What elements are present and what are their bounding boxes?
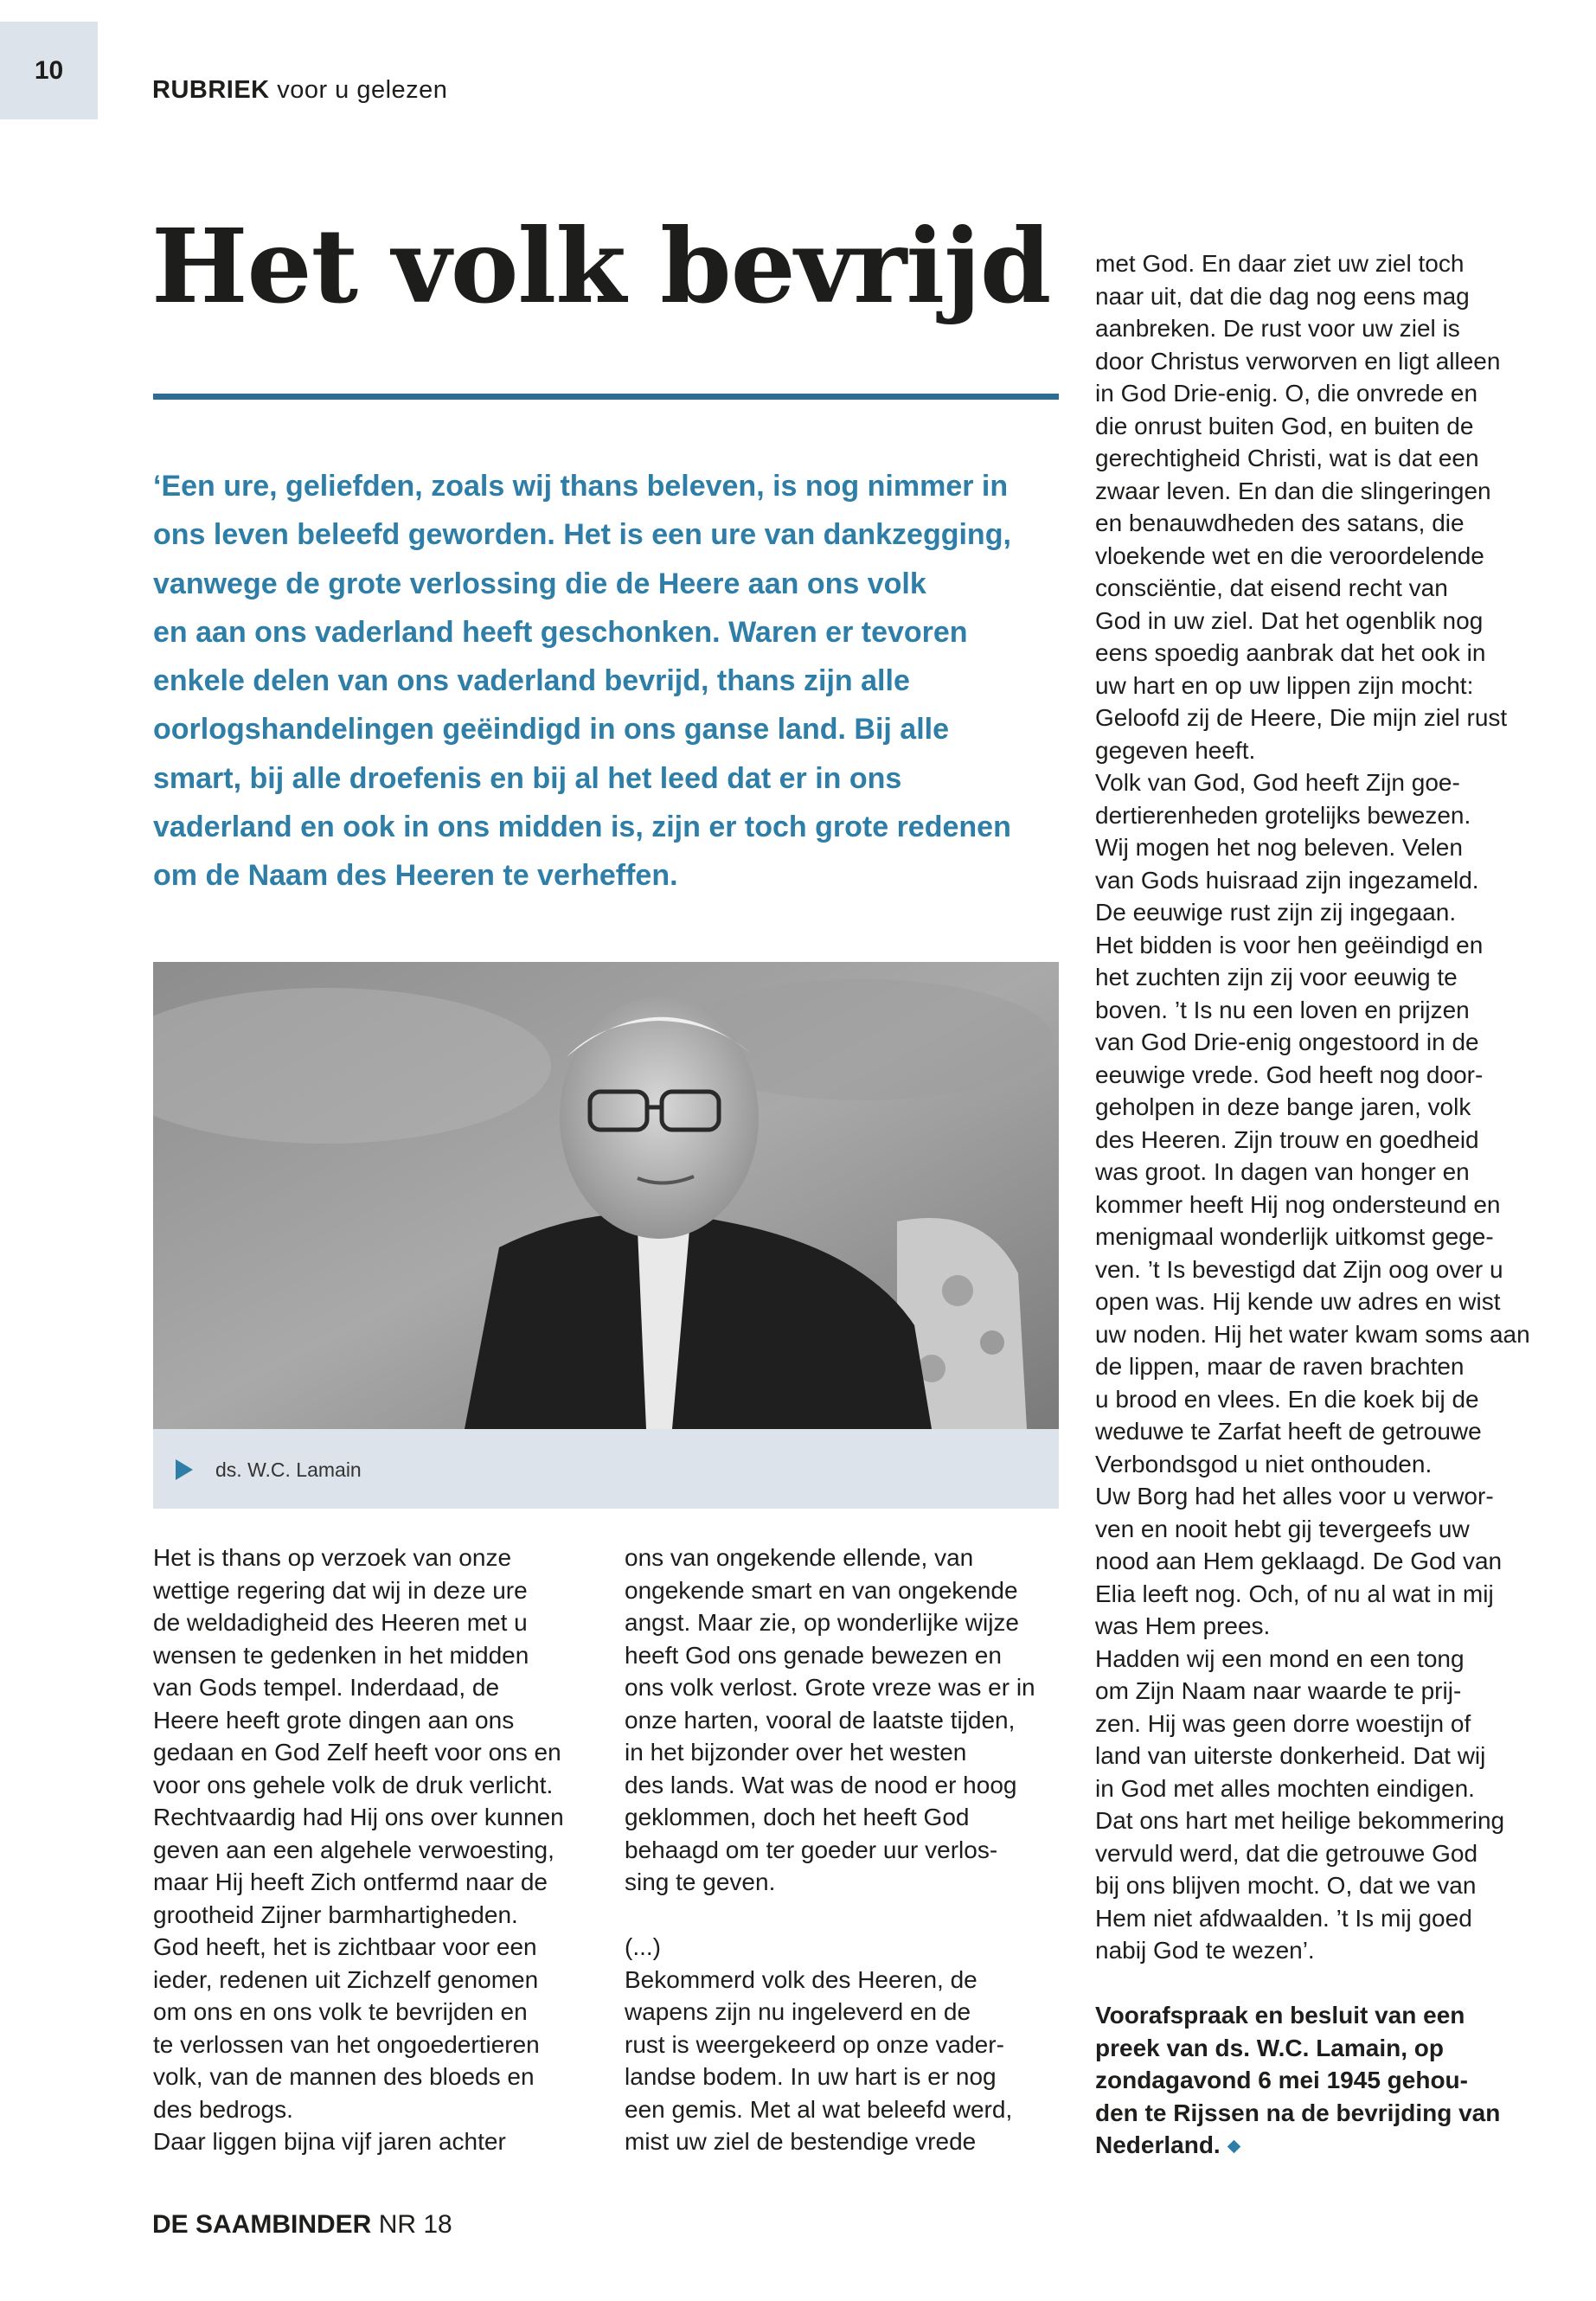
caption-arrow-icon [176, 1459, 193, 1480]
subsection-label: voor u gelezen [277, 76, 448, 104]
intro-line: oorlogshandelingen geëindigd in ons ganse land. Bij alle [153, 713, 949, 747]
body-line: Heere heeft grote dingen aan ons [153, 1706, 515, 1734]
body-line: Dat ons hart met heilige bekommering [1095, 1807, 1505, 1834]
body-line: grootheid Zijner barmhartigheden. [153, 1900, 518, 1928]
body-line: Uw Borg had het alles voor u verwor- [1095, 1483, 1494, 1509]
intro-quote [153, 462, 1070, 901]
body-line: maar Hij heeft Zich ontfermd naar de [153, 1868, 548, 1895]
body-line: weduwe te Zarfat heeft de getrouwe [1095, 1418, 1482, 1445]
body-line: was Hem prees. [1095, 1612, 1271, 1639]
intro-line: ons leven beleefd geworden. Het is een ure van dankzegging, [153, 518, 1011, 552]
body-line: Geloofd zij de Heere, Die mijn ziel rust [1095, 704, 1508, 731]
body-line: landse bodem. In uw hart is er nog [625, 2063, 997, 2090]
body-line: nood aan Hem geklaagd. De God van [1095, 1548, 1503, 1574]
body-line: zwaar leven. En dan die slingeringen [1095, 477, 1491, 504]
body-line: wettige regering dat wij in deze ure [153, 1576, 528, 1604]
body-line: in het bijzonder over het westen [625, 1739, 967, 1766]
closing-line: Nederland. [1095, 2131, 1221, 2158]
body-line: des bedrogs. [153, 2095, 293, 2123]
body-line: ons volk verlost. Grote vreze was er in [625, 1674, 1035, 1701]
body-line: gerechtigheid Christi, wat is dat een [1095, 445, 1479, 471]
body-line: zen. Hij was geen dorre woestijn of [1095, 1709, 1471, 1737]
end-diamond-icon [1227, 2140, 1240, 2154]
issue-number: NR 18 [378, 2210, 452, 2239]
closing-line: zondagavond 6 mei 1945 gehou- [1095, 2067, 1468, 2093]
body-line: een gemis. Met al wat beleefd werd, [625, 2095, 1013, 2123]
body-line: Elia leeft nog. Och, of nu al wat in mij [1095, 1580, 1494, 1607]
body-line: geven aan een algehele verwoesting, [153, 1836, 554, 1863]
body-line: (...) [625, 1933, 661, 1960]
body-line: volk, van de mannen des bloeds en [153, 2063, 535, 2090]
body-line: van Gods tempel. Inderdaad, de [153, 1674, 500, 1701]
body-line: onze harten, vooral de laatste tijden, [625, 1706, 1016, 1734]
intro-line: smart, bij alle droefenis en bij al het leed dat er in ons [153, 761, 902, 795]
body-line: met God. En daar ziet uw ziel toch [1095, 250, 1465, 277]
body-line: Bekommerd volk des Heeren, de [625, 1965, 977, 1993]
closing-line: Voorafspraak en besluit van een [1095, 2002, 1465, 2029]
body-line: ieder, redenen uit Zichzelf genomen [153, 1965, 539, 1993]
body-line: God heeft, het is zichtbaar voor een [153, 1933, 537, 1960]
body-line: Het is thans op verzoek van onze [153, 1544, 512, 1571]
intro-line: vaderland en ook in ons midden is, zijn er toch grote redenen [153, 811, 1011, 844]
closing-last-line [1095, 2129, 1530, 2162]
footer [152, 2210, 452, 2240]
body-line: bij ons blijven mocht. O, dat we van [1095, 1872, 1477, 1899]
body-column-1 [153, 1541, 564, 2158]
body-line: uw noden. Hij het water kwam soms aan [1095, 1320, 1530, 1348]
body-line: aanbreken. De rust voor uw ziel is [1095, 315, 1460, 342]
body-line: was groot. In dagen van honger en [1095, 1158, 1470, 1185]
title-divider [153, 394, 1059, 400]
intro-line: en aan ons vaderland heeft geschonken. Waren er tevoren [153, 615, 968, 649]
body-line: Wij mogen het nog beleven. Velen [1095, 834, 1463, 861]
body-line: Hem niet afdwaalden. ’t Is mij goed [1095, 1904, 1472, 1932]
section-header [152, 76, 447, 105]
body-line: geklommen, doch het heeft God [625, 1804, 970, 1830]
body-line: des lands. Wat was de nood er hoog [625, 1771, 1017, 1798]
body-line: geholpen in deze bange jaren, volk [1095, 1093, 1471, 1120]
body-line: Volk van God, God heeft Zijn goe- [1095, 769, 1460, 796]
body-line: wapens zijn nu ingeleverd en de [625, 1998, 971, 2025]
body-line: van Gods huisraad zijn ingezameld. [1095, 866, 1479, 894]
body-line: u brood en vlees. En die koek bij de [1095, 1385, 1479, 1413]
body-line: Hadden wij een mond en een tong [1095, 1644, 1465, 1672]
body-line: nabij God te wezen’. [1095, 1937, 1315, 1964]
body-line: des Heeren. Zijn trouw en goedheid [1095, 1125, 1479, 1153]
body-line: ongekende smart en van ongekende [625, 1576, 1018, 1604]
body-line: voor ons gehele volk de druk verlicht. [153, 1771, 554, 1798]
body-line: angst. Maar zie, op wonderlijke wijze [625, 1609, 1019, 1636]
body-line: Verbondsgod u niet onthouden. [1095, 1450, 1433, 1477]
body-line: in God met alles mochten eindigen. [1095, 1774, 1475, 1802]
body-column-3 [1095, 247, 1530, 2162]
body-line: consciëntie, dat eisend recht van [1095, 574, 1448, 601]
body-line: De eeuwige rust zijn zij ingegaan. [1095, 899, 1457, 926]
closing-line: preek van ds. W.C. Lamain, op [1095, 2034, 1444, 2061]
page-number: 10 [34, 55, 64, 85]
body-line: heeft God ons genade bewezen en [625, 1641, 1002, 1669]
portrait-photo [153, 962, 1059, 1429]
body-line: in God Drie-enig. O, die onvrede en [1095, 380, 1478, 407]
body-line: kommer heeft Hij nog ondersteund en [1095, 1190, 1501, 1218]
body-line: uw hart en op uw lippen zijn mocht: [1095, 671, 1474, 699]
intro-line: vanwege de grote verlossing die de Heere aan ons volk [153, 567, 926, 600]
body-line: wensen te gedenken in het midden [153, 1641, 529, 1669]
intro-line: ‘Een ure, geliefden, zoals wij thans beleven, is nog nimmer in [153, 470, 1009, 503]
body-line: God in uw ziel. Dat het ogenblik nog [1095, 606, 1484, 634]
photo-caption-bar [153, 1429, 1059, 1509]
body-line: behaagd om ter goeder uur verlos- [625, 1836, 998, 1863]
page-number-box [0, 22, 98, 119]
closing-line: den te Rijssen na de bevrijding van [1095, 2099, 1501, 2126]
body-line: menigmaal wonderlijk uitkomst gege- [1095, 1223, 1494, 1250]
body-line: ven. ’t Is bevestigd dat Zijn oog over u [1095, 1255, 1503, 1283]
body-line: vervuld werd, dat die getrouwe God [1095, 1839, 1478, 1867]
body-line: eeuwige vrede. God heeft nog door- [1095, 1061, 1484, 1088]
body-line: van God Drie-enig ongestoord in de [1095, 1029, 1479, 1055]
body-line: land van uiterste donkerheid. Dat wij [1095, 1742, 1486, 1769]
body-line: Het bidden is voor hen geëindigd en [1095, 931, 1484, 958]
section-label: RUBRIEK [152, 76, 270, 104]
body-line: het zuchten zijn zij voor eeuwig te [1095, 964, 1458, 990]
body-line: mist uw ziel de bestendige vrede [625, 2128, 977, 2155]
body-line: eens spoedig aanbrak dat het ook in [1095, 639, 1486, 666]
body-line: Daar liggen bijna vijf jaren achter [153, 2128, 506, 2155]
body-line: gedaan en God Zelf heeft voor ons en [153, 1739, 561, 1766]
article-title: Het volk bevrijd [151, 206, 1051, 326]
body-line: gegeven heeft. [1095, 736, 1256, 764]
body-line: door Christus verworven en ligt alleen [1095, 347, 1501, 375]
body-line: om ons en ons volk te bevrijden en [153, 1998, 528, 2025]
body-line: ven en nooit hebt gij tevergeefs uw [1095, 1515, 1470, 1542]
body-line: en benauwdheden des satans, die [1095, 510, 1465, 536]
body-column-2 [625, 1541, 1035, 2158]
body-line: boven. ’t Is nu een loven en prijzen [1095, 996, 1470, 1023]
photo-caption: ds. W.C. Lamain [215, 1458, 362, 1481]
body-line: sing te geven. [625, 1868, 776, 1895]
body-line: te verlossen van het ongoedertieren [153, 2030, 540, 2058]
body-line: de weldadigheid des Heeren met u [153, 1609, 528, 1636]
intro-line: om de Naam des Heeren te verheffen. [153, 859, 678, 893]
intro-line: enkele delen van ons vaderland bevrijd, thans zijn alle [153, 664, 910, 698]
body-line: die onrust buiten God, en buiten de [1095, 412, 1474, 439]
paragraph-gap [625, 1899, 1035, 1932]
magazine-name: DE SAAMBINDER [152, 2210, 372, 2239]
body-line: open was. Hij kende uw adres en wist [1095, 1288, 1501, 1315]
body-line: naar uit, dat die dag nog eens mag [1095, 282, 1470, 310]
body-line: om Zijn Naam naar waarde te prij- [1095, 1677, 1462, 1704]
body-line: dertierenheden grotelijks bewezen. [1095, 801, 1471, 829]
body-line: ons van ongekende ellende, van [625, 1544, 974, 1571]
body-line: rust is weergekeerd op onze vader- [625, 2030, 1004, 2058]
body-line: Rechtvaardig had Hij ons over kunnen [153, 1804, 564, 1830]
body-line: de lippen, maar de raven brachten [1095, 1353, 1465, 1380]
body-line: vloekende wet en die veroordelende [1095, 542, 1484, 569]
paragraph-gap [1095, 1967, 1530, 2000]
